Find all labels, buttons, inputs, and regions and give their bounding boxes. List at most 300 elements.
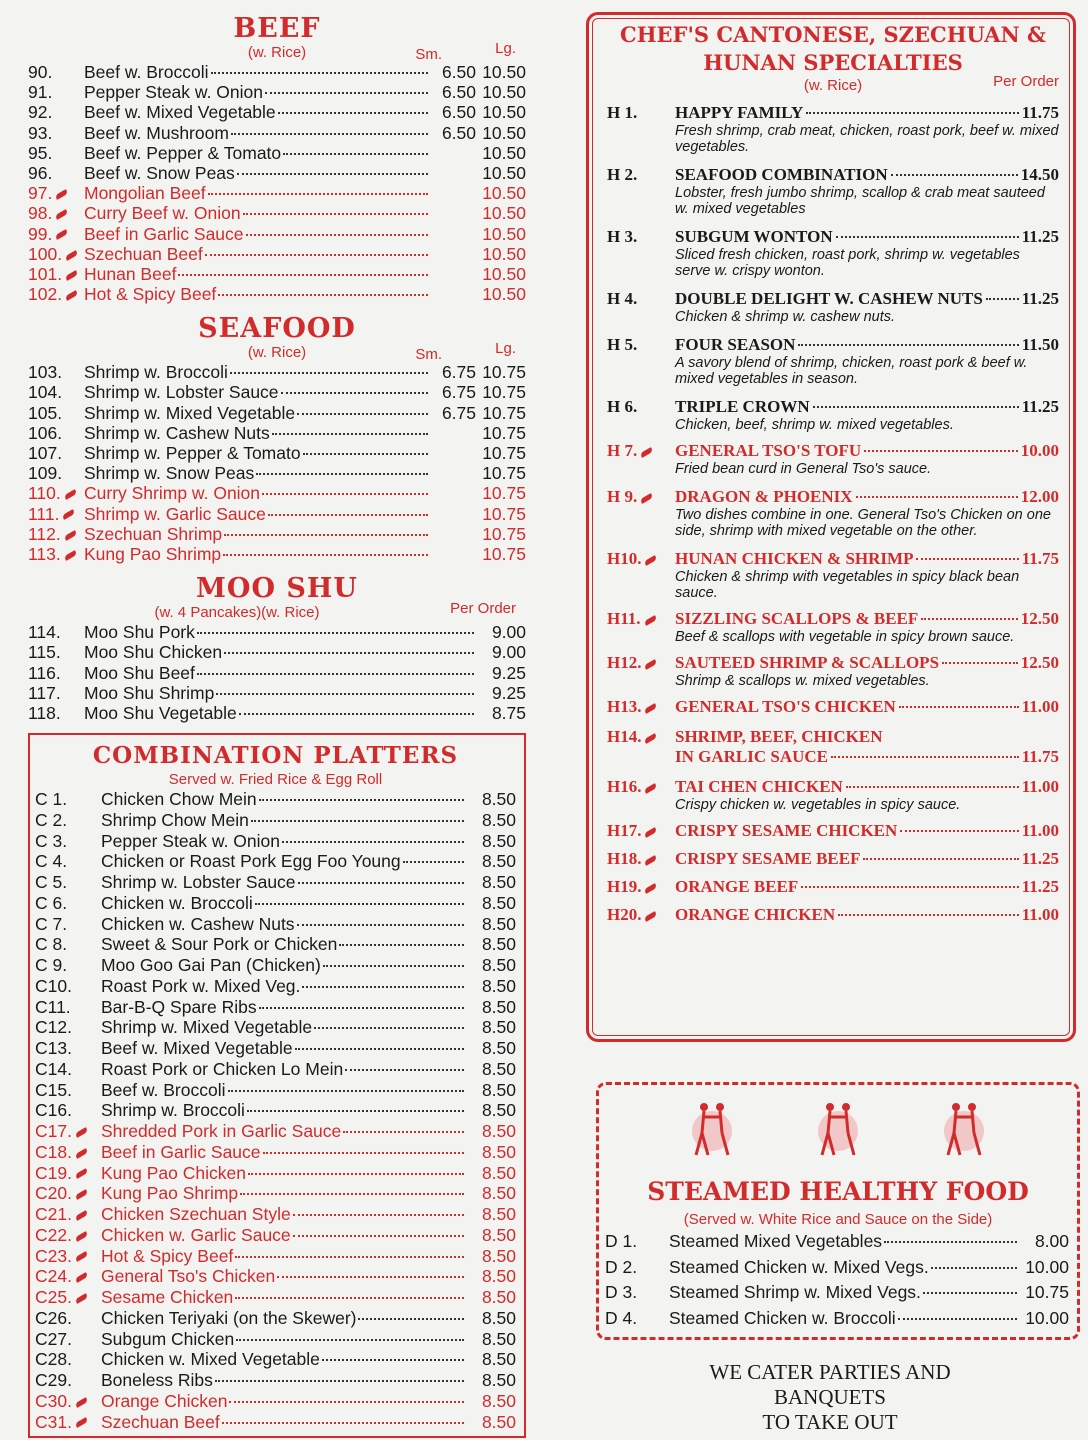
item-price: 8.50 bbox=[481, 1224, 516, 1245]
item-name: Roast Pork or Chicken Lo Mein bbox=[101, 1058, 344, 1079]
item-price: 8.50 bbox=[481, 913, 516, 934]
item-price: 8.50 bbox=[481, 1141, 516, 1162]
item-number: 109. bbox=[28, 463, 63, 484]
item-name: Szechuan Shrimp bbox=[84, 523, 223, 544]
item-name: Moo Goo Gai Pan (Chicken) bbox=[101, 955, 321, 976]
item-name: Beef w. Snow Peas bbox=[84, 162, 235, 183]
item-description: Chicken, beef, shrimp w. mixed vegetables. bbox=[675, 417, 954, 433]
item-price: 10.00 bbox=[1025, 1307, 1069, 1328]
menu-item bbox=[28, 382, 526, 402]
large-price: 10.75 bbox=[482, 483, 526, 504]
dot-leader bbox=[224, 534, 428, 536]
dot-leader bbox=[986, 298, 1019, 300]
item-name: Bar-B-Q Spare Ribs bbox=[101, 996, 257, 1017]
dot-leader bbox=[339, 944, 464, 946]
specialty-item bbox=[607, 653, 1059, 689]
menu-item bbox=[28, 403, 526, 423]
dot-leader bbox=[248, 1173, 464, 1175]
specialty-item bbox=[607, 227, 1059, 279]
item-description: Chicken & shrimp with vegetables in spicy black bean sauce. bbox=[675, 569, 1020, 601]
item-number: D 2. bbox=[605, 1256, 638, 1277]
item-name: Kung Pao Chicken bbox=[101, 1162, 246, 1183]
menu-item bbox=[35, 831, 516, 852]
item-price: 12.50 bbox=[1020, 653, 1059, 672]
hot-pepper-icon bbox=[644, 659, 658, 670]
hot-pepper-icon bbox=[644, 783, 658, 794]
menu-item bbox=[35, 1059, 516, 1080]
specialty-line bbox=[607, 549, 1059, 569]
item-number: C29. bbox=[35, 1370, 72, 1391]
item-price: 11.75 bbox=[1021, 549, 1059, 568]
seafood-subtitle: (w. Rice) bbox=[247, 344, 307, 362]
large-price: 10.50 bbox=[482, 122, 526, 143]
hot-pepper-icon bbox=[643, 615, 657, 626]
hot-pepper-icon bbox=[75, 1127, 89, 1138]
dot-leader bbox=[345, 1069, 464, 1071]
menu-item bbox=[35, 1412, 516, 1433]
specialty-line bbox=[607, 335, 1059, 355]
item-number: C12. bbox=[35, 1017, 72, 1038]
item-price: 8.50 bbox=[481, 872, 516, 893]
chef-list bbox=[607, 103, 1059, 925]
item-name: DOUBLE DELIGHT W. CASHEW NUTS bbox=[675, 289, 983, 308]
specialty-line bbox=[607, 849, 1059, 869]
hot-pepper-icon bbox=[75, 1210, 89, 1221]
item-number: H 1. bbox=[607, 103, 638, 122]
large-price: 10.50 bbox=[482, 162, 526, 183]
dot-leader bbox=[268, 514, 428, 516]
item-price: 8.50 bbox=[481, 892, 516, 913]
item-price: 8.50 bbox=[481, 789, 516, 810]
item-number: 93. bbox=[28, 122, 53, 143]
item-name: Hot & Spicy Beef bbox=[101, 1245, 234, 1266]
item-name: Moo Shu Pork bbox=[84, 622, 195, 643]
item-name: Beef w. Pepper & Tomato bbox=[84, 142, 282, 163]
item-name-cont: IN GARLIC SAUCE bbox=[675, 747, 829, 766]
menu-item bbox=[35, 1017, 516, 1038]
menu-item bbox=[28, 544, 526, 564]
dancers-decoration bbox=[599, 1097, 1077, 1163]
large-price: 10.75 bbox=[482, 422, 526, 443]
dot-leader bbox=[236, 1339, 464, 1341]
menu-item bbox=[28, 504, 526, 524]
dot-leader bbox=[229, 1401, 464, 1403]
menu-item bbox=[35, 1225, 516, 1246]
dot-leader bbox=[293, 1235, 464, 1237]
item-name: Szechuan Beef bbox=[101, 1411, 220, 1432]
item-name: Moo Shu Vegetable bbox=[84, 702, 237, 723]
large-price: 10.50 bbox=[482, 223, 526, 244]
large-price: 10.50 bbox=[482, 243, 526, 264]
item-number: 118. bbox=[28, 702, 61, 723]
item-name: ORANGE CHICKEN bbox=[675, 905, 836, 924]
item-name: Shrimp w. Lobster Sauce bbox=[84, 382, 279, 403]
dot-leader bbox=[293, 1214, 464, 1216]
item-number: D 1. bbox=[605, 1231, 638, 1251]
menu-item bbox=[28, 82, 526, 102]
specialty-item bbox=[607, 905, 1059, 925]
dot-leader bbox=[921, 618, 1017, 620]
hot-pepper-icon bbox=[644, 911, 658, 922]
item-number: 91. bbox=[28, 82, 53, 103]
item-price: 8.50 bbox=[481, 1183, 516, 1204]
small-price: 6.50 bbox=[441, 122, 476, 143]
menu-item bbox=[35, 1121, 516, 1142]
specialty-line bbox=[607, 487, 1059, 507]
item-number: C 5. bbox=[35, 872, 68, 893]
dot-leader bbox=[265, 92, 428, 94]
specialty-line bbox=[607, 609, 1059, 629]
item-price: 8.50 bbox=[481, 1370, 516, 1391]
mooshu-subtitle: (w. 4 Pancakes)(w. Rice) bbox=[154, 604, 320, 622]
dot-leader bbox=[178, 274, 428, 276]
menu-item bbox=[35, 810, 516, 831]
large-price: 10.50 bbox=[482, 183, 526, 204]
dancing-couple-icon bbox=[686, 1097, 738, 1163]
specialty-item bbox=[607, 777, 1059, 813]
dot-leader bbox=[898, 1318, 1017, 1320]
item-number: 98. bbox=[28, 203, 84, 224]
item-number: C13. bbox=[35, 1038, 72, 1059]
beef-section bbox=[28, 14, 526, 304]
dot-leader bbox=[228, 1090, 465, 1092]
dot-leader bbox=[298, 882, 464, 884]
dot-leader bbox=[231, 133, 428, 135]
beef-list bbox=[28, 62, 526, 304]
item-number: C 6. bbox=[35, 892, 68, 913]
item-name: GENERAL TSO'S CHICKEN bbox=[675, 697, 896, 716]
specialty-item bbox=[607, 727, 1059, 767]
item-name: Pepper Steak w. Onion bbox=[101, 830, 280, 851]
menu-item bbox=[28, 203, 526, 223]
dot-leader bbox=[251, 820, 464, 822]
item-number: C10. bbox=[35, 975, 72, 996]
item-description: Beef & scallops with vegetable in spicy brown sauce. bbox=[675, 629, 1015, 645]
item-name: Beef w. Broccoli bbox=[101, 1079, 226, 1100]
item-price: 8.50 bbox=[481, 1349, 516, 1370]
small-price: 6.75 bbox=[441, 382, 476, 403]
hot-pepper-icon bbox=[62, 510, 76, 521]
item-number: 92. bbox=[28, 102, 53, 123]
dot-leader bbox=[281, 392, 428, 394]
hot-pepper-icon bbox=[63, 489, 77, 500]
menu-item bbox=[28, 663, 526, 683]
dot-leader bbox=[856, 496, 1018, 498]
dot-leader bbox=[272, 433, 428, 435]
dot-leader bbox=[263, 1152, 464, 1154]
hot-pepper-icon bbox=[65, 270, 79, 281]
item-price: 11.00 bbox=[1021, 821, 1059, 840]
menu-item bbox=[28, 683, 526, 703]
right-column bbox=[586, 12, 1076, 1042]
item-number: C22. bbox=[35, 1225, 101, 1246]
mooshu-list bbox=[28, 622, 526, 723]
item-name: ORANGE BEEF bbox=[675, 877, 799, 896]
specialty-line bbox=[607, 103, 1059, 123]
item-name: Chicken or Roast Pork Egg Foo Young bbox=[101, 851, 401, 872]
item-price: 11.00 bbox=[1021, 697, 1059, 716]
hot-pepper-icon bbox=[75, 1231, 89, 1242]
dot-leader bbox=[806, 112, 1018, 114]
chef-subheader bbox=[607, 73, 1059, 95]
item-number: H19. bbox=[607, 877, 675, 897]
item-number: 103. bbox=[28, 362, 63, 383]
dot-leader bbox=[358, 1318, 464, 1320]
menu-item bbox=[35, 1038, 516, 1059]
item-price: 8.50 bbox=[481, 830, 516, 851]
item-name: Shrimp w. Lobster Sauce bbox=[101, 872, 296, 893]
specialty-item bbox=[607, 821, 1059, 841]
specialty-item bbox=[607, 609, 1059, 645]
item-price: 10.00 bbox=[1020, 441, 1059, 460]
item-price: 8.50 bbox=[481, 1245, 516, 1266]
item-name: Shredded Pork in Garlic Sauce bbox=[101, 1121, 342, 1142]
menu-item bbox=[35, 893, 516, 914]
item-number: 113. bbox=[28, 544, 84, 565]
item-price: 8.50 bbox=[481, 934, 516, 955]
item-price: 12.50 bbox=[1020, 609, 1059, 628]
item-number: 104. bbox=[28, 382, 63, 403]
dot-leader bbox=[237, 173, 428, 175]
specialty-item bbox=[607, 697, 1059, 717]
item-price: 8.50 bbox=[481, 1328, 516, 1349]
dot-leader bbox=[303, 453, 428, 455]
item-price: 8.50 bbox=[481, 851, 516, 872]
specialty-line bbox=[607, 227, 1059, 247]
item-price: 9.25 bbox=[491, 682, 526, 703]
menu-item bbox=[28, 423, 526, 443]
item-name: HAPPY FAMILY bbox=[675, 103, 804, 122]
item-price: 8.50 bbox=[481, 955, 516, 976]
item-number: 95. bbox=[28, 142, 53, 163]
menu-item bbox=[35, 851, 516, 872]
item-number: C11. bbox=[35, 996, 71, 1017]
item-number: C 2. bbox=[35, 809, 68, 830]
item-price: 8.50 bbox=[481, 1038, 516, 1059]
item-number: C 7. bbox=[35, 913, 68, 934]
item-number: C24. bbox=[35, 1266, 101, 1287]
item-name-wrap bbox=[675, 727, 1059, 767]
item-number: 97. bbox=[28, 183, 84, 204]
item-number: 112. bbox=[28, 524, 84, 545]
item-price: 8.50 bbox=[481, 996, 516, 1017]
item-number: 117. bbox=[28, 682, 61, 703]
item-number: C 9. bbox=[35, 955, 68, 976]
item-name: Roast Pork w. Mixed Veg. bbox=[101, 975, 301, 996]
combo-subheader bbox=[35, 771, 516, 789]
item-name: Shrimp w. Broccoli bbox=[84, 362, 228, 383]
dot-leader bbox=[916, 558, 1018, 560]
item-number: H 9. bbox=[607, 487, 675, 507]
item-description: Two dishes combine in one. General Tso's Chicken on one side, shrimp with mixed vegetable on the other. bbox=[675, 507, 1051, 539]
item-name: Beef w. Broccoli bbox=[84, 62, 209, 82]
item-price: 12.00 bbox=[1020, 487, 1059, 506]
item-number: 110. bbox=[28, 483, 84, 504]
item-number: H12. bbox=[607, 653, 675, 673]
item-name: Beef w. Mixed Vegetable bbox=[84, 102, 276, 123]
hot-pepper-icon bbox=[65, 290, 79, 301]
menu-item bbox=[605, 1282, 1069, 1308]
item-number: H11. bbox=[607, 609, 675, 629]
item-name: GENERAL TSO'S TOFU bbox=[675, 441, 862, 460]
steamed-subtitle: (Served w. White Rice and Sauce on the Side) bbox=[683, 1211, 993, 1228]
dot-leader bbox=[215, 1380, 464, 1382]
dot-leader bbox=[891, 174, 1018, 176]
hot-pepper-icon bbox=[644, 555, 658, 566]
dot-leader bbox=[297, 413, 428, 415]
steamed-healthy-food-box bbox=[596, 1082, 1080, 1340]
item-price: 8.00 bbox=[1034, 1231, 1069, 1251]
menu-item bbox=[28, 703, 526, 723]
seafood-title: SEAFOOD bbox=[198, 313, 356, 345]
item-name: CRISPY SESAME CHICKEN bbox=[675, 821, 898, 840]
item-name: Curry Shrimp w. Onion bbox=[84, 483, 261, 504]
dot-leader bbox=[247, 1110, 464, 1112]
seafood-section bbox=[28, 314, 526, 564]
hot-pepper-icon bbox=[644, 883, 658, 894]
item-number: H16. bbox=[607, 777, 675, 797]
item-number: 102. bbox=[28, 284, 84, 305]
item-number: C27. bbox=[35, 1328, 72, 1349]
menu-item bbox=[35, 1287, 516, 1308]
small-price: 6.50 bbox=[441, 102, 476, 123]
item-name: Shrimp w. Broccoli bbox=[101, 1100, 245, 1121]
menu-item bbox=[28, 264, 526, 284]
hot-pepper-icon bbox=[75, 1169, 89, 1180]
item-number: C15. bbox=[35, 1079, 72, 1100]
hot-pepper-icon bbox=[644, 827, 658, 838]
item-number: H14. bbox=[607, 727, 675, 747]
seafood-list bbox=[28, 362, 526, 564]
chef-title-line1: CHEF'S CANTONESE, SZECHUAN & bbox=[620, 22, 1046, 47]
menu-item bbox=[35, 1349, 516, 1370]
item-price: 11.25 bbox=[1021, 397, 1059, 416]
small-price: 6.50 bbox=[441, 62, 476, 82]
chef-subtitle: (w. Rice) bbox=[803, 77, 863, 94]
hot-pepper-icon bbox=[65, 250, 79, 261]
dot-leader bbox=[277, 1276, 464, 1278]
menu-item bbox=[28, 62, 526, 82]
item-number: H 7. bbox=[607, 441, 675, 461]
dot-leader bbox=[218, 294, 428, 296]
item-price: 8.50 bbox=[481, 1100, 516, 1121]
dancing-couple-icon bbox=[812, 1097, 864, 1163]
specialty-line bbox=[607, 653, 1059, 673]
item-name: Szechuan Beef bbox=[84, 243, 203, 264]
item-price: 8.50 bbox=[481, 1266, 516, 1287]
item-price: 11.25 bbox=[1021, 227, 1059, 246]
item-name: Subgum Chicken bbox=[101, 1328, 235, 1349]
hot-pepper-icon bbox=[75, 1293, 89, 1304]
dot-leader bbox=[343, 1131, 464, 1133]
dot-leader bbox=[863, 858, 1018, 860]
item-price: 11.75 bbox=[1021, 103, 1059, 122]
item-number: H17. bbox=[607, 821, 675, 841]
item-number: H13. bbox=[607, 697, 675, 717]
mooshu-title: MOO SHU bbox=[196, 573, 358, 605]
specialty-line bbox=[607, 697, 1059, 717]
menu-item bbox=[35, 1163, 516, 1184]
item-name: Shrimp w. Pepper & Tomato bbox=[84, 443, 301, 463]
dot-leader bbox=[197, 632, 474, 634]
item-name: SUBGUM WONTON bbox=[675, 227, 833, 246]
item-number: C14. bbox=[35, 1058, 72, 1079]
item-price: 10.00 bbox=[1025, 1256, 1069, 1277]
item-number: 105. bbox=[28, 402, 63, 423]
item-price: 8.50 bbox=[481, 1017, 516, 1038]
specialty-line bbox=[607, 905, 1059, 925]
item-price: 8.50 bbox=[481, 809, 516, 830]
menu-item bbox=[28, 102, 526, 122]
large-price: 10.50 bbox=[482, 203, 526, 224]
large-price: 10.50 bbox=[482, 102, 526, 123]
item-name: Sweet & Sour Pork or Chicken bbox=[101, 934, 338, 955]
specialty-line bbox=[607, 397, 1059, 417]
item-name: Shrimp Chow Mein bbox=[101, 809, 249, 830]
dot-leader bbox=[243, 213, 428, 215]
menu-item bbox=[28, 443, 526, 463]
large-price: 10.75 bbox=[482, 402, 526, 423]
menu-item bbox=[35, 1080, 516, 1101]
dot-leader bbox=[923, 1292, 1017, 1294]
menu-item bbox=[28, 622, 526, 642]
specialty-item bbox=[607, 549, 1059, 601]
item-name: Shrimp w. Mixed Vegetable bbox=[101, 1017, 313, 1038]
item-description: A savory blend of shrimp, chicken, roast pork & beef w. mixed vegetables in season. bbox=[675, 355, 1028, 387]
item-name: Shrimp w. Cashew Nuts bbox=[84, 422, 270, 443]
item-name: Chicken w. Broccoli bbox=[101, 892, 253, 913]
menu-item bbox=[35, 1370, 516, 1391]
specialty-item bbox=[607, 877, 1059, 897]
item-name: Moo Shu Shrimp bbox=[84, 682, 215, 703]
beef-subtitle: (w. Rice) bbox=[247, 44, 307, 61]
item-description: Fresh shrimp, crab meat, chicken, roast pork, beef w. mixed vegetables. bbox=[675, 123, 1059, 155]
item-number: 115. bbox=[28, 642, 61, 663]
item-number: 96. bbox=[28, 162, 53, 183]
item-price: 11.00 bbox=[1021, 777, 1059, 796]
item-description: Fried bean curd in General Tso's sauce. bbox=[675, 461, 932, 477]
dot-leader bbox=[900, 830, 1018, 832]
large-price: 10.50 bbox=[482, 263, 526, 284]
menu-item bbox=[35, 1204, 516, 1225]
hot-pepper-icon bbox=[644, 703, 658, 714]
dot-leader bbox=[864, 450, 1018, 452]
item-price: 8.50 bbox=[481, 1121, 516, 1142]
item-number: 111. bbox=[28, 504, 84, 525]
menu-item bbox=[28, 224, 526, 244]
combo-title: COMBINATION PLATTERS bbox=[92, 742, 459, 770]
item-name: CRISPY SESAME BEEF bbox=[675, 849, 861, 868]
item-name: Sesame Chicken bbox=[101, 1287, 234, 1308]
specialty-line bbox=[607, 777, 1059, 797]
item-number: 114. bbox=[28, 622, 61, 643]
per-order-header: Per Order bbox=[993, 73, 1059, 90]
steamed-list bbox=[605, 1231, 1069, 1333]
item-name: TAI CHEN CHICKEN bbox=[675, 777, 843, 796]
dot-leader bbox=[239, 713, 474, 715]
seafood-subheader bbox=[28, 340, 526, 364]
small-price: 6.50 bbox=[441, 82, 476, 103]
item-price: 10.75 bbox=[1025, 1282, 1069, 1302]
specialty-line bbox=[607, 441, 1059, 461]
dot-leader bbox=[230, 372, 428, 374]
item-price: 8.50 bbox=[481, 975, 516, 996]
item-name: Steamed Chicken w. Broccoli bbox=[669, 1307, 896, 1328]
menu-item bbox=[28, 284, 526, 304]
specialty-line bbox=[607, 821, 1059, 841]
dot-leader bbox=[211, 72, 429, 74]
item-number: C16. bbox=[35, 1100, 72, 1121]
